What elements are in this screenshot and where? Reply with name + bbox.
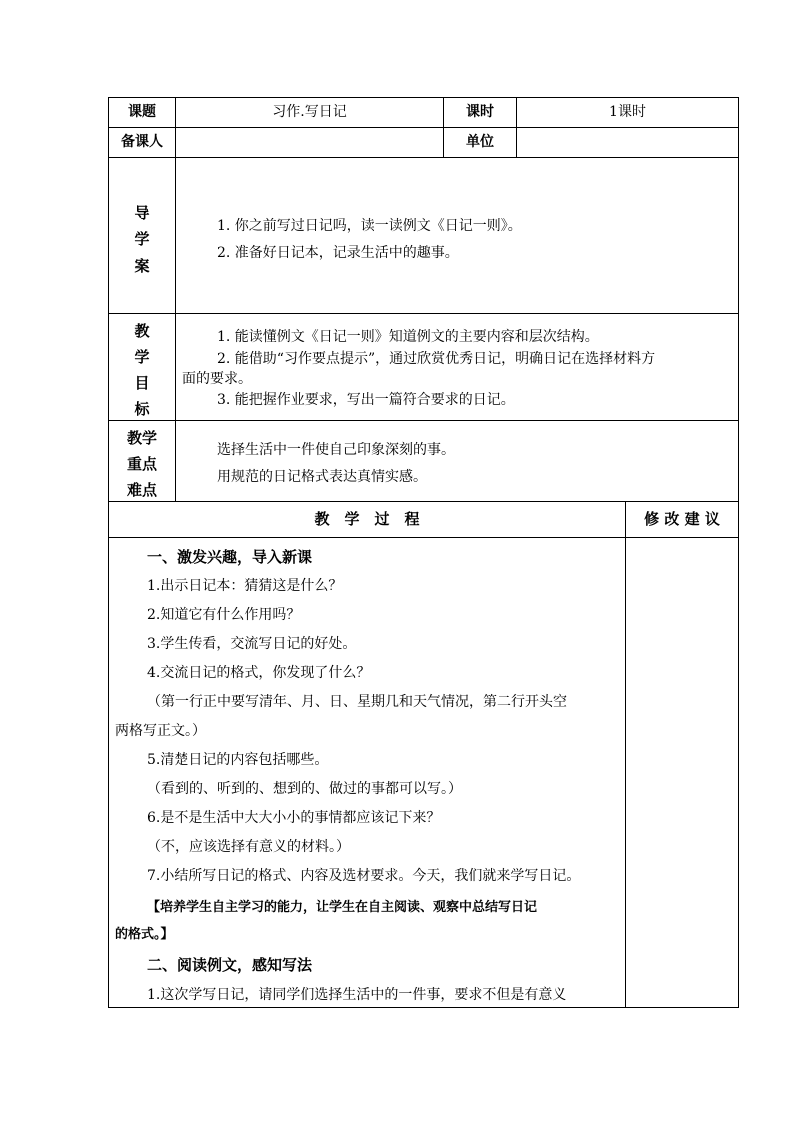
- guide-label-char: 学: [134, 230, 150, 248]
- goals-label-char: 目: [134, 374, 150, 392]
- preparer-label: 备课人: [121, 134, 163, 150]
- keypoints-label-line: 重点: [126, 455, 157, 473]
- table-border: [108, 313, 739, 314]
- keypoint-item: 用规范的日记格式表达真情实感。: [217, 469, 427, 485]
- keypoints-label-line: 教学: [126, 429, 157, 447]
- teaching-note: 的格式。】: [115, 927, 174, 942]
- goals-label-char: 标: [134, 400, 150, 418]
- unit-label: 单位: [466, 134, 494, 150]
- process-line: 7.小结所写日记的格式、内容及选材要求。今天，我们就来学写日记。: [147, 868, 581, 884]
- period-value: 1课时: [609, 104, 646, 120]
- process-heading: 教 学 过 程: [314, 510, 420, 528]
- process-line: 1.出示日记本：猜猜这是什么？: [147, 578, 343, 594]
- goal-line: 1. 能读懂例文《日记一则》知道例文的主要内容和层次结构。: [217, 329, 599, 345]
- goal-line: 3. 能把握作业要求，写出一篇符合要求的日记。: [217, 392, 515, 408]
- section-heading: 二、阅读例文，感知写法: [147, 956, 313, 974]
- process-line: 1.这次学写日记，请同学们选择生活中的一件事，要求不但是有意义: [147, 987, 567, 1003]
- table-border: [108, 97, 739, 98]
- section-heading: 一、激发兴趣，导入新课: [147, 548, 313, 566]
- goals-label-char: 学: [134, 348, 150, 366]
- keypoint-item: 选择生活中一件使自己印象深刻的事。: [217, 442, 455, 458]
- table-border: [108, 420, 739, 421]
- table-border: [738, 97, 739, 1008]
- process-line: （不，应该选择有意义的材料。）: [147, 839, 350, 855]
- table-border: [625, 501, 626, 1007]
- table-border: [175, 97, 176, 501]
- guide-item: 2. 准备好日记本，记录生活中的趣事。: [217, 245, 459, 261]
- table-border: [108, 1007, 739, 1008]
- guide-item: 1. 你之前写过日记吗，读一读例文《日记一则》。: [217, 218, 522, 234]
- process-line: 4.交流日记的格式，你发现了什么？: [147, 665, 371, 681]
- keypoints-label-line: 难点: [126, 481, 157, 499]
- table-border: [108, 501, 739, 502]
- table-border: [108, 127, 739, 128]
- process-line: （第一行正中要写清年、月、日、星期几和天气情况，第二行开头空: [147, 694, 567, 710]
- guide-label-char: 导: [134, 204, 150, 222]
- guide-label-char: 案: [134, 257, 150, 275]
- table-border: [108, 537, 739, 538]
- teaching-note: 【培养学生自主学习的能力，让学生在自主阅读、观察中总结写日记: [147, 900, 538, 915]
- period-label: 课时: [466, 104, 494, 120]
- goal-line: 2. 能借助“习作要点提示”，通过欣赏优秀日记，明确日记在选择材料方: [217, 351, 656, 367]
- goal-line: 面的要求。: [182, 371, 252, 387]
- process-line: 2.知道它有什么作用吗？: [147, 607, 301, 623]
- suggestion-heading: 修 改 建 议: [644, 510, 720, 528]
- table-border: [108, 157, 739, 158]
- topic-value: 习作.写日记: [272, 104, 347, 120]
- topic-label: 课题: [128, 104, 156, 120]
- process-line: 两格写正文。）: [115, 723, 206, 739]
- process-line: （看到的、听到的、想到的、做过的事都可以写。）: [147, 781, 462, 797]
- goals-label-char: 教: [134, 322, 150, 340]
- process-line: 3.学生传看，交流写日记的好处。: [147, 636, 357, 652]
- process-line: 5.清楚日记的内容包括哪些。: [147, 752, 329, 768]
- process-line: 6.是不是生活中大大小小的事情都应该记下来？: [147, 810, 441, 826]
